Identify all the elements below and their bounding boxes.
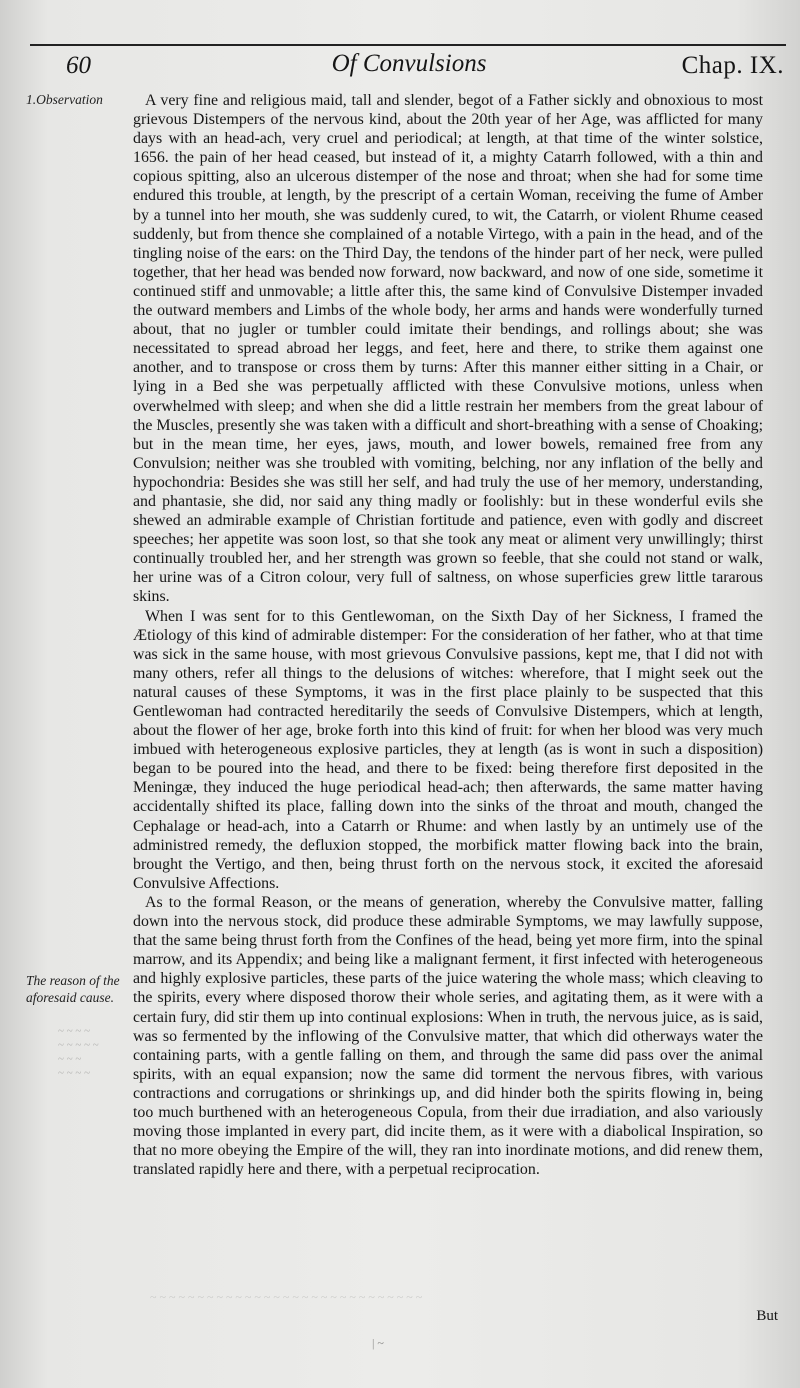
catchword: But bbox=[756, 1308, 778, 1324]
page-number: 60 bbox=[66, 52, 91, 79]
running-header bbox=[30, 48, 788, 82]
header-rule bbox=[30, 44, 786, 46]
chapter-label: Chap. IX. bbox=[681, 52, 784, 79]
paragraph-2: When I was sent for to this Gentlewoman, on the Sixth Day of her Sickness, I framed the Ætiology of this kind of admirable distemper: For the consideration of her father, who at that time was sick in the same house, with most grievous Convulsive passions, kept me, that I did not with many others, refer all things to the delusions of witches: wherefore, that I might seek out the natural causes of these Symptoms, it was in the first place plainly to be suspected that this Gentlewoman had contracted hereditarily the seeds of Convulsive Distempers, which at length, about the flower of her age, broke forth into this kind of fruit: for when her blood was very much imbued with heterogeneous explosive particles, they at length (as is wont in such a disposition) began to be poured into the head, and there to be fixed: being therefore first deposited in the Meningæ, they induced the huge periodical head-ach; then afterwards, the same matter having accidentally shifted its place, falling down into the sinks of the throat and mouth, changed the Cephalage or head-ach, into a Catarrh or Rhume: and when lastly by an untimely use of the administred remedy, the defluxion stopped, the morbifick matter flowing back into the brain, brought the Vertigo, and then, being thrust forth on the nervous stock, it excited the aforesaid Convulsive Affections. bbox=[133, 607, 763, 892]
margin-note-reason: The reason of the aforesaid cause. bbox=[26, 973, 120, 1005]
signature-mark: | ~ bbox=[372, 1336, 384, 1350]
show-through-line: ~ ~ ~ ~ ~ ~ ~ ~ ~ ~ ~ ~ ~ ~ ~ ~ ~ ~ ~ ~ ~ ~ ~ ~ ~ ~ ~ ~ ~ bbox=[150, 1290, 423, 1304]
running-title: Of Convulsions bbox=[331, 50, 487, 77]
margin-note-observation: 1.Observation bbox=[26, 92, 103, 107]
paragraph-3: As to the formal Reason, or the means of generation, whereby the Convulsive matter, falling down into the nervous stock, did produce these admirable Symptoms, we may lawfully suppose, that the same being thrust forth from the Confines of the head, being yet more firm, into the spinal marrow, and its Appendix; and being like a malignant ferment, it first infected with heterogeneous and highly explosive particles, these parts of the juice watering the whole mass; which cleaving to the spirits, every where disposed thorow their whole series, and agitating them, as it were with a certain fury, did stir them up into continual explosions: When in truth, the nervous juice, as is said, was so fermented by the inflowing of the Convulsive matter, that which did otherways water the containing parts, with a gentle falling on them, and through the same did pass over the animal spirits, with an equal expansion; now the same did torment the nervous fibres, with various contractions and corrugations or shrinkings up, and did hinder both the spirits flowing in, being too much burthened with an heterogeneous Copula, from their due irradiation, and also variously moving those implanted in every part, did incite them, as it were with a diabolical Inspiration, so that no more obeying the Empire of the will, they ran into inordinate motions, and did renew them, translated rapidly here and there, with a perpetual reciprocation. bbox=[133, 893, 763, 1179]
body-text bbox=[133, 91, 763, 1179]
paragraph-1: A very fine and religious maid, tall and slender, begot of a Father sickly and obnoxious to most grievous Distempers of the nervous kind, about the 20th year of her Age, was afflicted for many days with an head-ach, very cruel and periodical; at length, at that time of the winter solstice, 1656. the pain of her head ceased, but instead of it, a mighty Catarrh followed, with a thin and copious spitting, also an ulcerous distemper of the nose and throat; when she had for some time endured this trouble, at length, by the prescript of a certain Woman, receiving the fume of Amber by a tunnel into her mouth, she was suddenly cured, to wit, the Catarrh, or violent Rhume ceased suddenly, but from thence she complained of a notable Virtego, with a pain in the head, and of the tingling noise of the ears: on the Third Day, the tendons of the hinder part of her neck, were pulled together, that her head was bended now forward, now backward, and now of one side, sometime it continued stiff and unmovable; a little after this, the same kind of Convulsive Distemper invaded the outward members and Limbs of the whole body, her arms and hands were wonderfully turned about, that no jugler or tumbler could imitate their bendings, and rollings about; she was necessitated to spread abroad her leggs, and feet, here and there, to strike them against one another, and to transpose or cross them by turns: After this manner either sitting in a Chair, or lying in a Bed she was perpetually afflicted with these Convulsive motions, unless when overwhelmed with sleep; and when she did a little restrain her members from the great labour of the Muscles, presently she was taken with a difficult and short-breathing with a sense of Choaking; but in the mean time, her eyes, jaws, mouth, and lower bowels, remained free from any Convulsion; neither was she troubled with vomiting, belching, nor any inflation of the belly and hypochondria: Besides she was still her self, and had truly the use of her memory, understanding, and phantasie, she did, nor said any thing madly or foolishly: but in these wonderful evils she shewed an admirable example of Christian fortitude and patience, even with godly and discreet speeches; her appetite was soon lost, so that she took any meat or aliment very unwillingly; thirst continually troubled her, and her strength was grown so feeble, that she could not stand or walk, her urine was of a Citron colour, very full of saltness, on whose superficies grew little tararous skins. bbox=[133, 92, 763, 606]
show-through-text: ~ ~ ~ ~ ~ ~ ~ ~ ~ ~ ~ ~ ~ ~ ~ ~ bbox=[58, 1025, 99, 1079]
